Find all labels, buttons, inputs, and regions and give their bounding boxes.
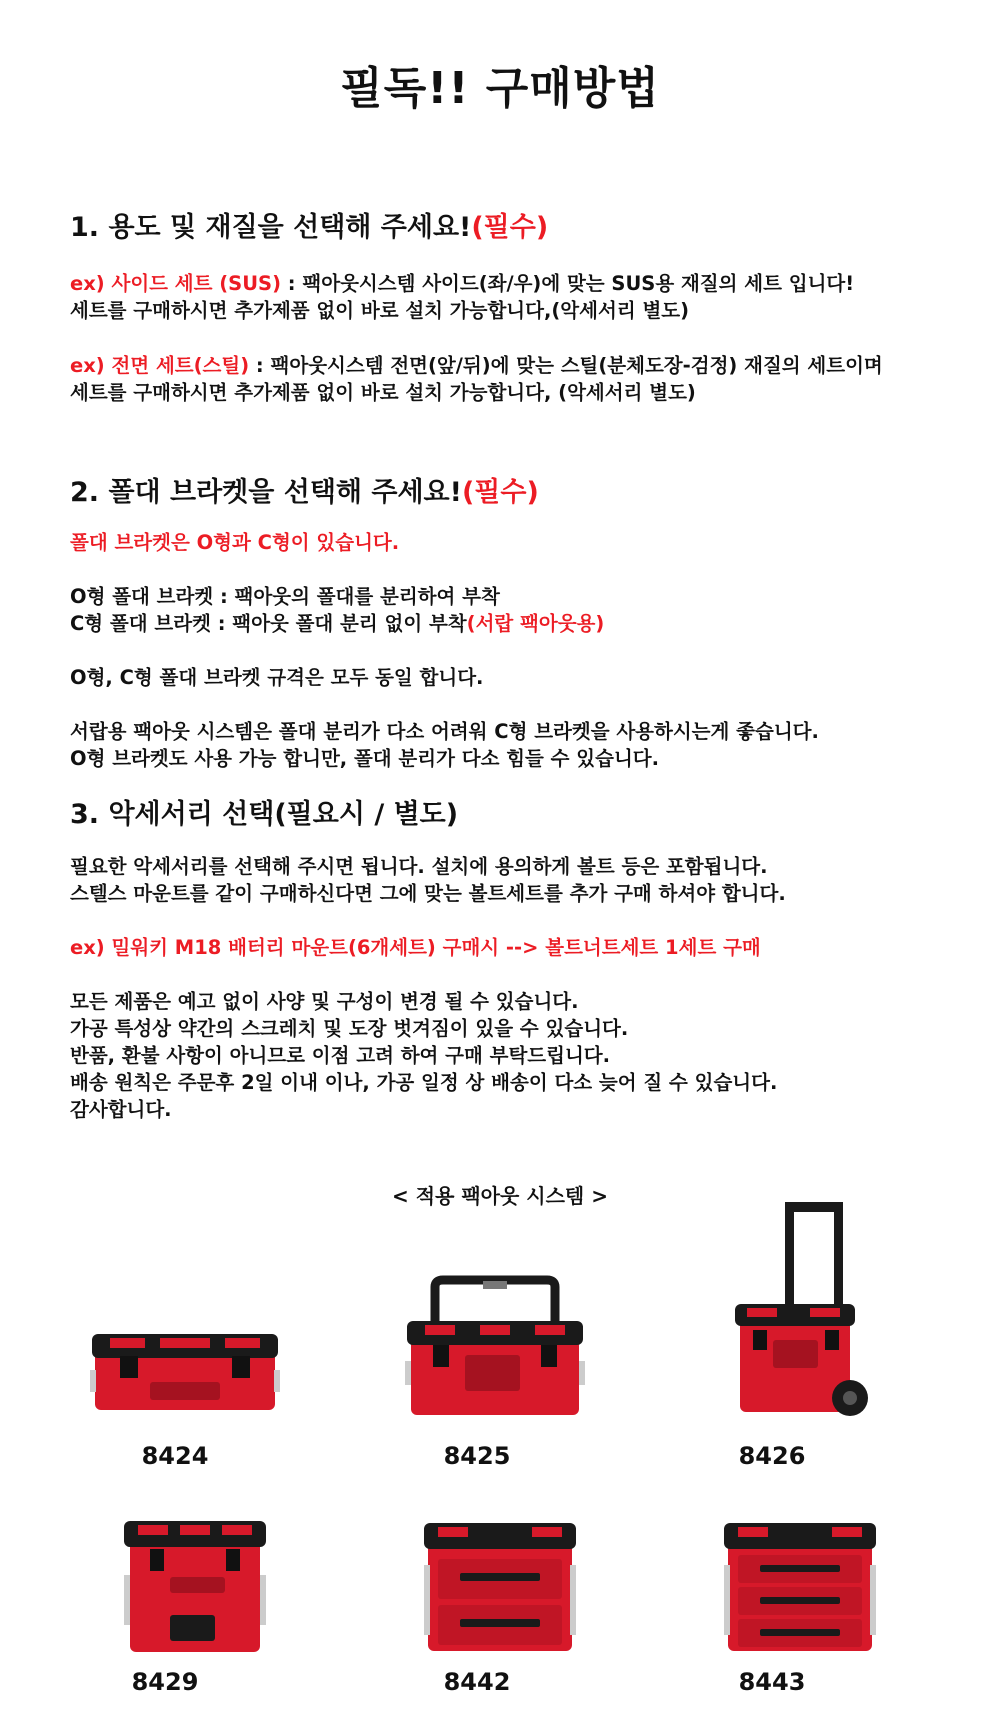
c-type-line (70, 610, 970, 637)
ex1-label: ex) 사이드 세트 (SUS) (70, 272, 282, 295)
product-8426-image (690, 1200, 910, 1420)
product-8442-code: 8442 (443, 1668, 511, 1696)
section-accessories (70, 792, 970, 1123)
ex1-line2: 세트를 구매하시면 추가제품 없이 바로 설치 가능합니다,(악세서리 별도) (70, 299, 690, 322)
section2-required: (필수) (461, 477, 539, 508)
ex2-line2: 세트를 구매하시면 추가제품 없이 바로 설치 가능합니다, (악세서리 별도) (70, 381, 696, 404)
notice-4: 배송 원칙은 주문후 2일 이내 이나, 가공 일정 상 배송이 다소 늦어 질 수 있습니다. (70, 1071, 778, 1094)
c-type-text: C형 폴대 브라켓 : 팩아웃 폴대 분리 없이 부착 (70, 612, 467, 635)
drawer-line2: O형 브라켓도 사용 가능 합니만, 폴대 분리가 다소 힘들 수 있습니다. (70, 747, 660, 770)
product-8425-image (385, 1275, 605, 1420)
section-usage-material (70, 205, 970, 406)
page-title: 필독!! 구매방법 (340, 63, 660, 114)
product-8443-image (690, 1515, 910, 1655)
ex1-text: : 팩아웃시스템 사이드(좌/우)에 맞는 SUS용 재질의 세트 입니다! (281, 272, 855, 295)
accessory-example: ex) 밀워키 M18 배터리 마운트(6개세트) 구매시 --> 볼트너트세트 1세트 구매 (70, 936, 761, 959)
accessory-line2: 스텔스 마운트를 같이 구매하신다면 그에 맞는 볼트세트를 추가 구매 하셔야 합니다. (70, 882, 786, 905)
product-8443-code: 8443 (738, 1668, 806, 1696)
product-8425-code: 8425 (443, 1442, 511, 1470)
section2-heading (70, 470, 970, 509)
section-pole-bracket (70, 470, 970, 772)
product-8424-image (75, 1320, 295, 1420)
notice-3: 반품, 환불 사항이 아니므로 이점 고려 하여 구매 부탁드립니다. (70, 1044, 611, 1067)
section1-required: (필수) (471, 212, 549, 243)
accessory-line1: 필요한 악세서리를 선택해 주시면 됩니다. 설치에 용의하게 볼트 등은 포함됩니다. (70, 855, 768, 878)
bracket-types-note: 폴대 브라켓은 O형과 C형이 있습니다. (70, 531, 400, 554)
section1-heading-text: 1. 용도 및 재질을 선택해 주세요! (70, 212, 472, 243)
product-8424-code: 8424 (141, 1442, 209, 1470)
three-drawer-toolbox-icon (720, 1515, 880, 1655)
product-8429-code: 8429 (131, 1668, 199, 1696)
toolbox-xl-icon (120, 1515, 270, 1655)
o-type-line: O형 폴대 브라켓 : 팩아웃의 폴대를 분리하여 부착 (70, 585, 500, 608)
notice-1: 모든 제품은 예고 없이 사양 및 구성이 변경 될 수 있습니다. (70, 990, 579, 1013)
two-drawer-toolbox-icon (420, 1515, 580, 1655)
notice-5: 감사합니다. (70, 1098, 172, 1121)
section1-ex1 (70, 270, 970, 297)
notice-2: 가공 특성상 약간의 스크레치 및 도장 벗겨짐이 있을 수 있습니다. (70, 1017, 629, 1040)
drawer-line1: 서랍용 팩아웃 시스템은 폴대 분리가 다소 어려워 C형 브라켓을 사용하시는게 좋습니다. (70, 720, 819, 743)
section3-heading: 3. 악세서리 선택(필요시 / 별도) (70, 799, 459, 830)
section2-heading-text: 2. 폴대 브라켓을 선택해 주세요! (70, 477, 462, 508)
rolling-toolbox-icon (725, 1200, 875, 1420)
section1-heading (70, 205, 970, 244)
spec-line: O형, C형 폴대 브라켓 규격은 모두 동일 합니다. (70, 666, 484, 689)
product-8426-code: 8426 (738, 1442, 806, 1470)
toolbox-large-icon (405, 1275, 585, 1420)
c-type-red: (서랍 팩아웃용) (466, 612, 605, 635)
ex2-text: : 팩아웃시스템 전면(앞/뒤)에 맞는 스틸(분체도장-검정) 재질의 세트이며 (249, 354, 883, 377)
systems-caption: < 적용 팩아웃 시스템 > (392, 1184, 608, 1208)
ex2-label: ex) 전면 세트(스틸) (70, 354, 250, 377)
product-8429-image (85, 1515, 305, 1655)
toolbox-compact-icon (90, 1320, 280, 1420)
product-8442-image (390, 1515, 610, 1655)
section1-ex2 (70, 352, 970, 379)
